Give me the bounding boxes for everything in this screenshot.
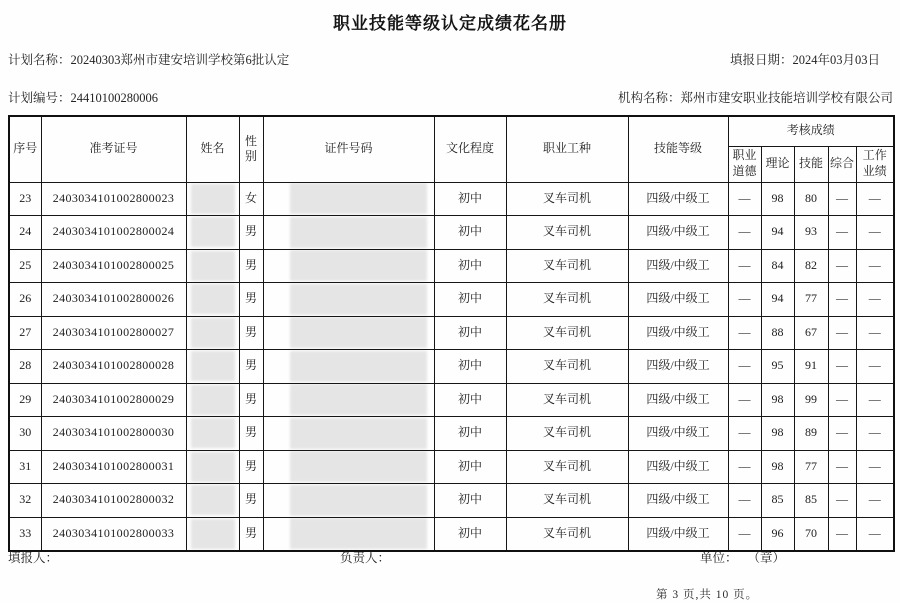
gender-cell: 男 bbox=[239, 283, 263, 317]
theory-cell: 98 bbox=[761, 182, 794, 216]
id-no-cell bbox=[263, 216, 434, 250]
gender-cell: 男 bbox=[239, 517, 263, 551]
scores-table bbox=[8, 115, 895, 552]
header-level: 技能等级 bbox=[628, 116, 728, 182]
table-row bbox=[9, 249, 894, 283]
redacted-block bbox=[191, 217, 235, 247]
plan-no-value: 24410100280006 bbox=[70, 91, 159, 105]
exam-no-cell: 2403034101002800025 bbox=[41, 249, 186, 283]
redacted-block bbox=[191, 184, 235, 214]
skill-cell: 85 bbox=[794, 484, 828, 518]
report-date bbox=[730, 50, 880, 68]
table-row bbox=[9, 484, 894, 518]
level-cell: 四级/中级工 bbox=[628, 450, 728, 484]
org-name-label: 机构名称： bbox=[617, 91, 681, 105]
name-cell bbox=[186, 316, 239, 350]
work-cell: — bbox=[856, 216, 894, 250]
redacted-block bbox=[191, 485, 235, 515]
plan-no-label: 计划编号： bbox=[8, 91, 71, 105]
ethics-cell: — bbox=[728, 417, 761, 451]
exam-no-cell: 2403034101002800023 bbox=[41, 182, 186, 216]
ethics-cell: — bbox=[728, 249, 761, 283]
ethics-cell: — bbox=[728, 517, 761, 551]
org-name-value: 郑州市建安职业技能培训学校有限公司 bbox=[680, 91, 893, 105]
skill-cell: 91 bbox=[794, 350, 828, 384]
redacted-block bbox=[290, 183, 428, 214]
id-no-cell bbox=[263, 450, 434, 484]
exam-no-cell: 2403034101002800033 bbox=[41, 517, 186, 551]
table-row bbox=[9, 350, 894, 384]
exam-no-cell: 2403034101002800027 bbox=[41, 316, 186, 350]
occupation-cell: 叉车司机 bbox=[506, 249, 628, 283]
plan-name bbox=[8, 50, 289, 68]
redacted-block bbox=[290, 317, 428, 348]
header-exam-no: 准考证号 bbox=[41, 116, 186, 182]
redacted-block bbox=[191, 519, 235, 549]
id-no-cell bbox=[263, 283, 434, 317]
level-cell: 四级/中级工 bbox=[628, 517, 728, 551]
redacted-block bbox=[191, 318, 235, 348]
level-cell: 四级/中级工 bbox=[628, 383, 728, 417]
redacted-block bbox=[191, 452, 235, 482]
work-cell: — bbox=[856, 517, 894, 551]
redacted-block bbox=[191, 418, 235, 448]
work-cell: — bbox=[856, 249, 894, 283]
id-no-cell bbox=[263, 383, 434, 417]
plan-name-value: 20240303郑州市建安培训学校第6批认定 bbox=[70, 53, 290, 67]
name-cell bbox=[186, 350, 239, 384]
occupation-cell: 叉车司机 bbox=[506, 484, 628, 518]
gender-cell: 男 bbox=[239, 249, 263, 283]
gender-cell: 男 bbox=[239, 450, 263, 484]
redacted-block bbox=[290, 518, 428, 549]
table-row bbox=[9, 316, 894, 350]
ethics-cell: — bbox=[728, 484, 761, 518]
header-gender: 性别 bbox=[239, 116, 263, 182]
occupation-cell: 叉车司机 bbox=[506, 350, 628, 384]
redacted-block bbox=[290, 451, 428, 482]
ethics-cell: — bbox=[728, 283, 761, 317]
ethics-cell: — bbox=[728, 182, 761, 216]
header-scores-group: 考核成绩 bbox=[728, 116, 894, 146]
table-row bbox=[9, 383, 894, 417]
name-cell bbox=[186, 517, 239, 551]
name-cell bbox=[186, 450, 239, 484]
redacted-block bbox=[290, 217, 428, 248]
id-no-cell bbox=[263, 316, 434, 350]
gender-cell: 男 bbox=[239, 383, 263, 417]
gender-cell: 男 bbox=[239, 484, 263, 518]
level-cell: 四级/中级工 bbox=[628, 417, 728, 451]
header-skill: 技能 bbox=[794, 146, 828, 182]
seq-cell: 28 bbox=[9, 350, 41, 384]
level-cell: 四级/中级工 bbox=[628, 249, 728, 283]
report-date-label: 填报日期： bbox=[729, 53, 793, 67]
exam-no-cell: 2403034101002800028 bbox=[41, 350, 186, 384]
skill-cell: 77 bbox=[794, 283, 828, 317]
comprehensive-cell: — bbox=[828, 350, 856, 384]
page-title: 职业技能等级认定成绩花名册 bbox=[333, 14, 567, 33]
level-cell: 四级/中级工 bbox=[628, 484, 728, 518]
name-cell bbox=[186, 484, 239, 518]
table-row bbox=[9, 517, 894, 551]
header-seq: 序号 bbox=[9, 116, 41, 182]
theory-cell: 98 bbox=[761, 383, 794, 417]
table-row bbox=[9, 417, 894, 451]
exam-no-cell: 2403034101002800030 bbox=[41, 417, 186, 451]
work-cell: — bbox=[856, 283, 894, 317]
meta-row-1 bbox=[8, 50, 880, 68]
header-comprehensive: 综合 bbox=[828, 146, 856, 182]
theory-cell: 85 bbox=[761, 484, 794, 518]
plan-no bbox=[8, 88, 158, 106]
unit-label-text: 单位： bbox=[700, 551, 738, 565]
id-no-cell bbox=[263, 484, 434, 518]
name-cell bbox=[186, 249, 239, 283]
education-cell: 初中 bbox=[434, 216, 506, 250]
gender-cell: 男 bbox=[239, 316, 263, 350]
redacted-block bbox=[290, 485, 428, 516]
skill-cell: 99 bbox=[794, 383, 828, 417]
header-ethics: 职业道德 bbox=[728, 146, 761, 182]
seq-cell: 29 bbox=[9, 383, 41, 417]
comprehensive-cell: — bbox=[828, 484, 856, 518]
unit-seal-text: （章） bbox=[747, 551, 786, 565]
redacted-block bbox=[290, 250, 428, 281]
name-cell bbox=[186, 383, 239, 417]
redacted-block bbox=[290, 284, 428, 315]
level-cell: 四级/中级工 bbox=[628, 216, 728, 250]
theory-cell: 96 bbox=[761, 517, 794, 551]
work-cell: — bbox=[856, 484, 894, 518]
seq-cell: 32 bbox=[9, 484, 41, 518]
seq-cell: 24 bbox=[9, 216, 41, 250]
gender-cell: 女 bbox=[239, 182, 263, 216]
seq-cell: 27 bbox=[9, 316, 41, 350]
id-no-cell bbox=[263, 249, 434, 283]
theory-cell: 98 bbox=[761, 417, 794, 451]
header-theory: 理论 bbox=[761, 146, 794, 182]
education-cell: 初中 bbox=[434, 517, 506, 551]
page-number: 第 3 页,共 10 页。 bbox=[656, 589, 759, 601]
level-cell: 四级/中级工 bbox=[628, 350, 728, 384]
name-cell bbox=[186, 216, 239, 250]
name-cell bbox=[186, 417, 239, 451]
occupation-cell: 叉车司机 bbox=[506, 383, 628, 417]
plan-name-label: 计划名称： bbox=[8, 53, 71, 67]
org-name bbox=[618, 88, 893, 106]
exam-no-cell: 2403034101002800026 bbox=[41, 283, 186, 317]
occupation-cell: 叉车司机 bbox=[506, 450, 628, 484]
comprehensive-cell: — bbox=[828, 182, 856, 216]
seq-cell: 25 bbox=[9, 249, 41, 283]
work-cell: — bbox=[856, 417, 894, 451]
comprehensive-cell: — bbox=[828, 249, 856, 283]
name-cell bbox=[186, 182, 239, 216]
seq-cell: 30 bbox=[9, 417, 41, 451]
seq-cell: 33 bbox=[9, 517, 41, 551]
occupation-cell: 叉车司机 bbox=[506, 216, 628, 250]
redacted-block bbox=[191, 385, 235, 415]
comprehensive-cell: — bbox=[828, 283, 856, 317]
comprehensive-cell: — bbox=[828, 316, 856, 350]
filler-label: 填报人： bbox=[8, 551, 59, 565]
header-education: 文化程度 bbox=[434, 116, 506, 182]
ethics-cell: — bbox=[728, 450, 761, 484]
occupation-cell: 叉车司机 bbox=[506, 517, 628, 551]
education-cell: 初中 bbox=[434, 383, 506, 417]
skill-cell: 67 bbox=[794, 316, 828, 350]
id-no-cell bbox=[263, 350, 434, 384]
theory-cell: 84 bbox=[761, 249, 794, 283]
occupation-cell: 叉车司机 bbox=[506, 182, 628, 216]
education-cell: 初中 bbox=[434, 283, 506, 317]
theory-cell: 88 bbox=[761, 316, 794, 350]
header-occupation: 职业工种 bbox=[506, 116, 628, 182]
table-row bbox=[9, 283, 894, 317]
header-name: 姓名 bbox=[186, 116, 239, 182]
header-id-no: 证件号码 bbox=[263, 116, 434, 182]
theory-cell: 95 bbox=[761, 350, 794, 384]
manager-label: 负责人： bbox=[340, 551, 391, 565]
comprehensive-cell: — bbox=[828, 383, 856, 417]
skill-cell: 70 bbox=[794, 517, 828, 551]
comprehensive-cell: — bbox=[828, 517, 856, 551]
theory-cell: 98 bbox=[761, 450, 794, 484]
skill-cell: 82 bbox=[794, 249, 828, 283]
work-cell: — bbox=[856, 383, 894, 417]
work-cell: — bbox=[856, 316, 894, 350]
exam-no-cell: 2403034101002800029 bbox=[41, 383, 186, 417]
id-no-cell bbox=[263, 417, 434, 451]
comprehensive-cell: — bbox=[828, 450, 856, 484]
unit-label bbox=[700, 548, 785, 566]
education-cell: 初中 bbox=[434, 417, 506, 451]
seq-cell: 31 bbox=[9, 450, 41, 484]
ethics-cell: — bbox=[728, 316, 761, 350]
table-row bbox=[9, 182, 894, 216]
theory-cell: 94 bbox=[761, 216, 794, 250]
occupation-cell: 叉车司机 bbox=[506, 417, 628, 451]
exam-no-cell: 2403034101002800024 bbox=[41, 216, 186, 250]
report-date-value: 2024年03月03日 bbox=[792, 53, 880, 67]
skill-cell: 80 bbox=[794, 182, 828, 216]
comprehensive-cell: — bbox=[828, 417, 856, 451]
comprehensive-cell: — bbox=[828, 216, 856, 250]
exam-no-cell: 2403034101002800032 bbox=[41, 484, 186, 518]
gender-cell: 男 bbox=[239, 216, 263, 250]
education-cell: 初中 bbox=[434, 182, 506, 216]
work-cell: — bbox=[856, 182, 894, 216]
table-body bbox=[9, 182, 894, 551]
header-work: 工作业绩 bbox=[856, 146, 894, 182]
skill-cell: 89 bbox=[794, 417, 828, 451]
table-row bbox=[9, 450, 894, 484]
ethics-cell: — bbox=[728, 216, 761, 250]
redacted-block bbox=[290, 351, 428, 382]
name-cell bbox=[186, 283, 239, 317]
id-no-cell bbox=[263, 517, 434, 551]
level-cell: 四级/中级工 bbox=[628, 283, 728, 317]
education-cell: 初中 bbox=[434, 450, 506, 484]
skill-cell: 77 bbox=[794, 450, 828, 484]
exam-no-cell: 2403034101002800031 bbox=[41, 450, 186, 484]
table-row bbox=[9, 216, 894, 250]
redacted-block bbox=[290, 418, 428, 449]
level-cell: 四级/中级工 bbox=[628, 182, 728, 216]
education-cell: 初中 bbox=[434, 249, 506, 283]
occupation-cell: 叉车司机 bbox=[506, 283, 628, 317]
id-no-cell bbox=[263, 182, 434, 216]
redacted-block bbox=[290, 384, 428, 415]
redacted-block bbox=[191, 351, 235, 381]
seq-cell: 26 bbox=[9, 283, 41, 317]
gender-cell: 男 bbox=[239, 350, 263, 384]
occupation-cell: 叉车司机 bbox=[506, 316, 628, 350]
table-header bbox=[9, 116, 894, 182]
education-cell: 初中 bbox=[434, 316, 506, 350]
redacted-block bbox=[191, 251, 235, 281]
education-cell: 初中 bbox=[434, 350, 506, 384]
work-cell: — bbox=[856, 450, 894, 484]
level-cell: 四级/中级工 bbox=[628, 316, 728, 350]
redacted-block bbox=[191, 284, 235, 314]
meta-row-2 bbox=[8, 88, 893, 106]
education-cell: 初中 bbox=[434, 484, 506, 518]
skill-cell: 93 bbox=[794, 216, 828, 250]
seq-cell: 23 bbox=[9, 182, 41, 216]
work-cell: — bbox=[856, 350, 894, 384]
ethics-cell: — bbox=[728, 383, 761, 417]
gender-cell: 男 bbox=[239, 417, 263, 451]
theory-cell: 94 bbox=[761, 283, 794, 317]
ethics-cell: — bbox=[728, 350, 761, 384]
